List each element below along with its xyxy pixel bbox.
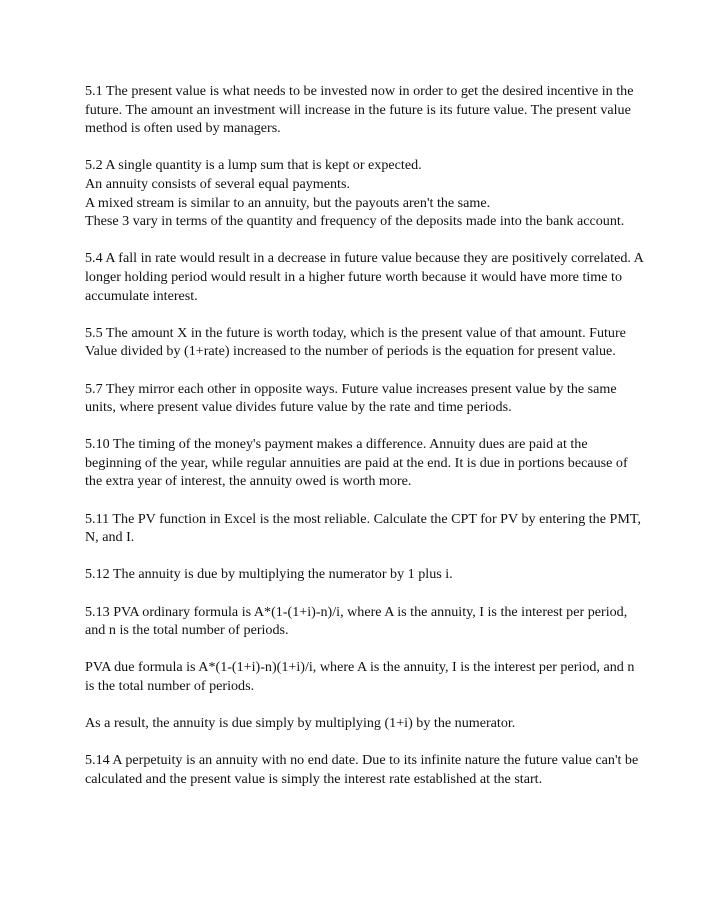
paragraph-5-13: 5.13 PVA ordinary formula is A*(1-(1+i)-n)/i, where A is the annuity, I is the interest per period, and n is the total number of periods. [85,603,628,639]
paragraph-5-7: 5.7 They mirror each other in opposite ways. Future value increases present value by the same units, where present value divides future value by the rate and time periods. [85,380,617,416]
paragraph-5-11: 5.11 The PV function in Excel is the most reliable. Calculate the CPT for PV by entering the PMT, N, and I. [85,510,641,546]
paragraph-5-12: 5.12 The annuity is due by multiplying the numerator by 1 plus i. [85,566,453,583]
paragraph-result: As a result, the annuity is due simply by multiplying (1+i) by the numerator. [85,715,516,732]
paragraph-5-4: 5.4 A fall in rate would result in a decrease in future value because they are positively correlated. A longer holding period would result in a higher future worth because it would have more time to accumulate interest. [85,250,644,304]
document-page [85,82,645,807]
paragraph-5-2: 5.2 A single quantity is a lump sum that is kept or expected. An annuity consists of several equal payments. A mixed stream is similar to an annuity, but the payouts aren't the same. These 3 vary in terms of the quantity and frequency of the deposits made into the bank account. [85,157,625,230]
paragraph-pva-due: PVA due formula is A*(1-(1+i)-n)(1+i)/i, where A is the annuity, I is the interest per period, and n is the total number of periods. [85,659,635,694]
paragraph-5-14: 5.14 A perpetuity is an annuity with no end date. Due to its infinite nature the future value can't be calculated and the present value is simply the interest rate established at the start. [85,752,639,787]
paragraph-5-5: 5.5 The amount X in the future is worth today, which is the present value of that amount. Future Value divided by (1+rate) increased to the number of periods is the equation for present value. [85,324,626,360]
paragraph-5-10: 5.10 The timing of the money's payment makes a difference. Annuity dues are paid at the beginning of the year, while regular annuities are paid at the end. It is due in portions because of the extra year of interest, the annuity owed is worth more. [85,436,628,490]
paragraph-5-1: 5.1 The present value is what needs to be invested now in order to get the desired incentive in the future. The amount an investment will increase in the future is its future value. The present value method is often used by managers. [85,83,634,137]
